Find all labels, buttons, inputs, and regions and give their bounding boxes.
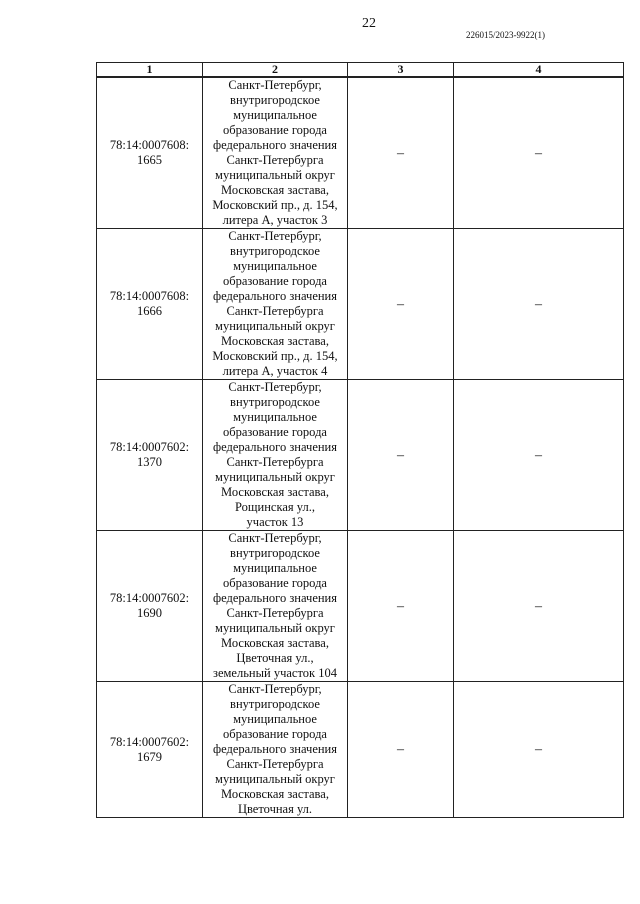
address-cell: [203, 77, 348, 229]
address-line: участок 13: [246, 515, 304, 529]
document-reference: 226015/2023-9922(1): [466, 30, 545, 40]
address-line: литера А, участок 3: [222, 213, 328, 227]
address-line: муниципальный округ: [215, 319, 335, 333]
address-line: Санкт-Петербург,: [228, 380, 322, 394]
address-line: муниципальное: [233, 561, 317, 575]
address-line: Рощинская ул.,: [235, 500, 315, 514]
column-4-value: –: [454, 682, 624, 818]
address-line: Московская застава,: [221, 334, 329, 348]
address-line: муниципальный округ: [215, 621, 335, 635]
address-line: Московский пр., д. 154,: [212, 198, 338, 212]
address-line: внутригородское: [230, 244, 320, 258]
address-line: внутригородское: [230, 697, 320, 711]
address-line: муниципальное: [233, 259, 317, 273]
address-line: муниципальное: [233, 712, 317, 726]
table-header-row: [97, 63, 624, 78]
cadastral-number-part: 1665: [137, 153, 162, 167]
address-line: федерального значения: [212, 742, 337, 756]
cadastral-number-part: 78:14:0007608:: [109, 138, 190, 152]
address-line: литера А, участок 4: [222, 364, 328, 378]
cadastral-number-part: 1370: [137, 455, 162, 469]
table-row: [97, 229, 624, 380]
address-line: внутригородское: [230, 546, 320, 560]
column-4-value: –: [454, 77, 624, 229]
address-line: Санкт-Петербурга: [226, 153, 324, 167]
page-number: 22: [362, 16, 376, 31]
address-line: Московская застава,: [221, 636, 329, 650]
address-line: Санкт-Петербург,: [228, 682, 322, 696]
address-line: федерального значения: [212, 289, 337, 303]
column-4-value: –: [454, 380, 624, 531]
address-cell: [203, 380, 348, 531]
table-row: [97, 77, 624, 229]
column-header-2: 2: [203, 63, 348, 78]
address-line: Московская застава,: [221, 485, 329, 499]
table-row: [97, 682, 624, 818]
address-line: образование города: [223, 123, 327, 137]
address-line: Московский пр., д. 154,: [212, 349, 338, 363]
column-header-1: 1: [97, 63, 203, 78]
table-row: [97, 531, 624, 682]
address-line: федерального значения: [212, 138, 337, 152]
address-line: Санкт-Петербург,: [228, 78, 322, 92]
cadastral-number-part: 78:14:0007602:: [109, 440, 190, 454]
column-header-4: 4: [454, 63, 624, 78]
cadastral-number-cell: [97, 682, 203, 818]
column-4-value: –: [454, 229, 624, 380]
address-line: федерального значения: [212, 591, 337, 605]
address-line: Санкт-Петербург,: [228, 229, 322, 243]
address-line: федерального значения: [212, 440, 337, 454]
address-line: Санкт-Петербурга: [226, 304, 324, 318]
column-3-value: –: [348, 229, 454, 380]
cadastral-number-part: 1666: [137, 304, 162, 318]
address-cell: [203, 229, 348, 380]
address-cell: [203, 682, 348, 818]
address-line: образование города: [223, 425, 327, 439]
address-line: Санкт-Петербурга: [226, 606, 324, 620]
cadastral-number-cell: [97, 380, 203, 531]
address-line: муниципальное: [233, 410, 317, 424]
address-line: Санкт-Петербурга: [226, 757, 324, 771]
column-4-value: –: [454, 531, 624, 682]
cadastral-number-part: 1679: [137, 749, 162, 764]
cadastral-number-cell: [97, 229, 203, 380]
column-header-3: 3: [348, 63, 454, 78]
address-line: образование города: [223, 727, 327, 741]
land-plot-table: [96, 62, 624, 818]
column-3-value: –: [348, 531, 454, 682]
cadastral-number-part: 78:14:0007602:: [109, 591, 190, 605]
address-line: муниципальный округ: [215, 772, 335, 786]
address-line: внутригородское: [230, 395, 320, 409]
address-line: Цветочная ул.,: [236, 651, 314, 665]
address-line: образование города: [223, 576, 327, 590]
address-line: Санкт-Петербурга: [226, 455, 324, 469]
cadastral-number-part: 78:14:0007608:: [109, 289, 190, 303]
address-line: муниципальный округ: [215, 470, 335, 484]
column-3-value: –: [348, 77, 454, 229]
column-3-value: –: [348, 380, 454, 531]
address-line: муниципальное: [233, 108, 317, 122]
address-line: Московская застава,: [221, 183, 329, 197]
address-line: Московская застава,: [221, 787, 329, 801]
cadastral-number-cell: [97, 77, 203, 229]
column-3-value: –: [348, 682, 454, 818]
address-line: внутригородское: [230, 93, 320, 107]
address-line: земельный участок 104: [213, 666, 337, 680]
address-line: Цветочная ул.: [237, 802, 313, 816]
cadastral-number-part: 78:14:0007602:: [109, 734, 190, 749]
address-line: образование города: [223, 274, 327, 288]
address-line: муниципальный округ: [215, 168, 335, 182]
cadastral-number-cell: [97, 531, 203, 682]
table-row: [97, 380, 624, 531]
cadastral-number-part: 1690: [137, 606, 162, 620]
address-cell: [203, 531, 348, 682]
address-line: Санкт-Петербург,: [228, 531, 322, 545]
